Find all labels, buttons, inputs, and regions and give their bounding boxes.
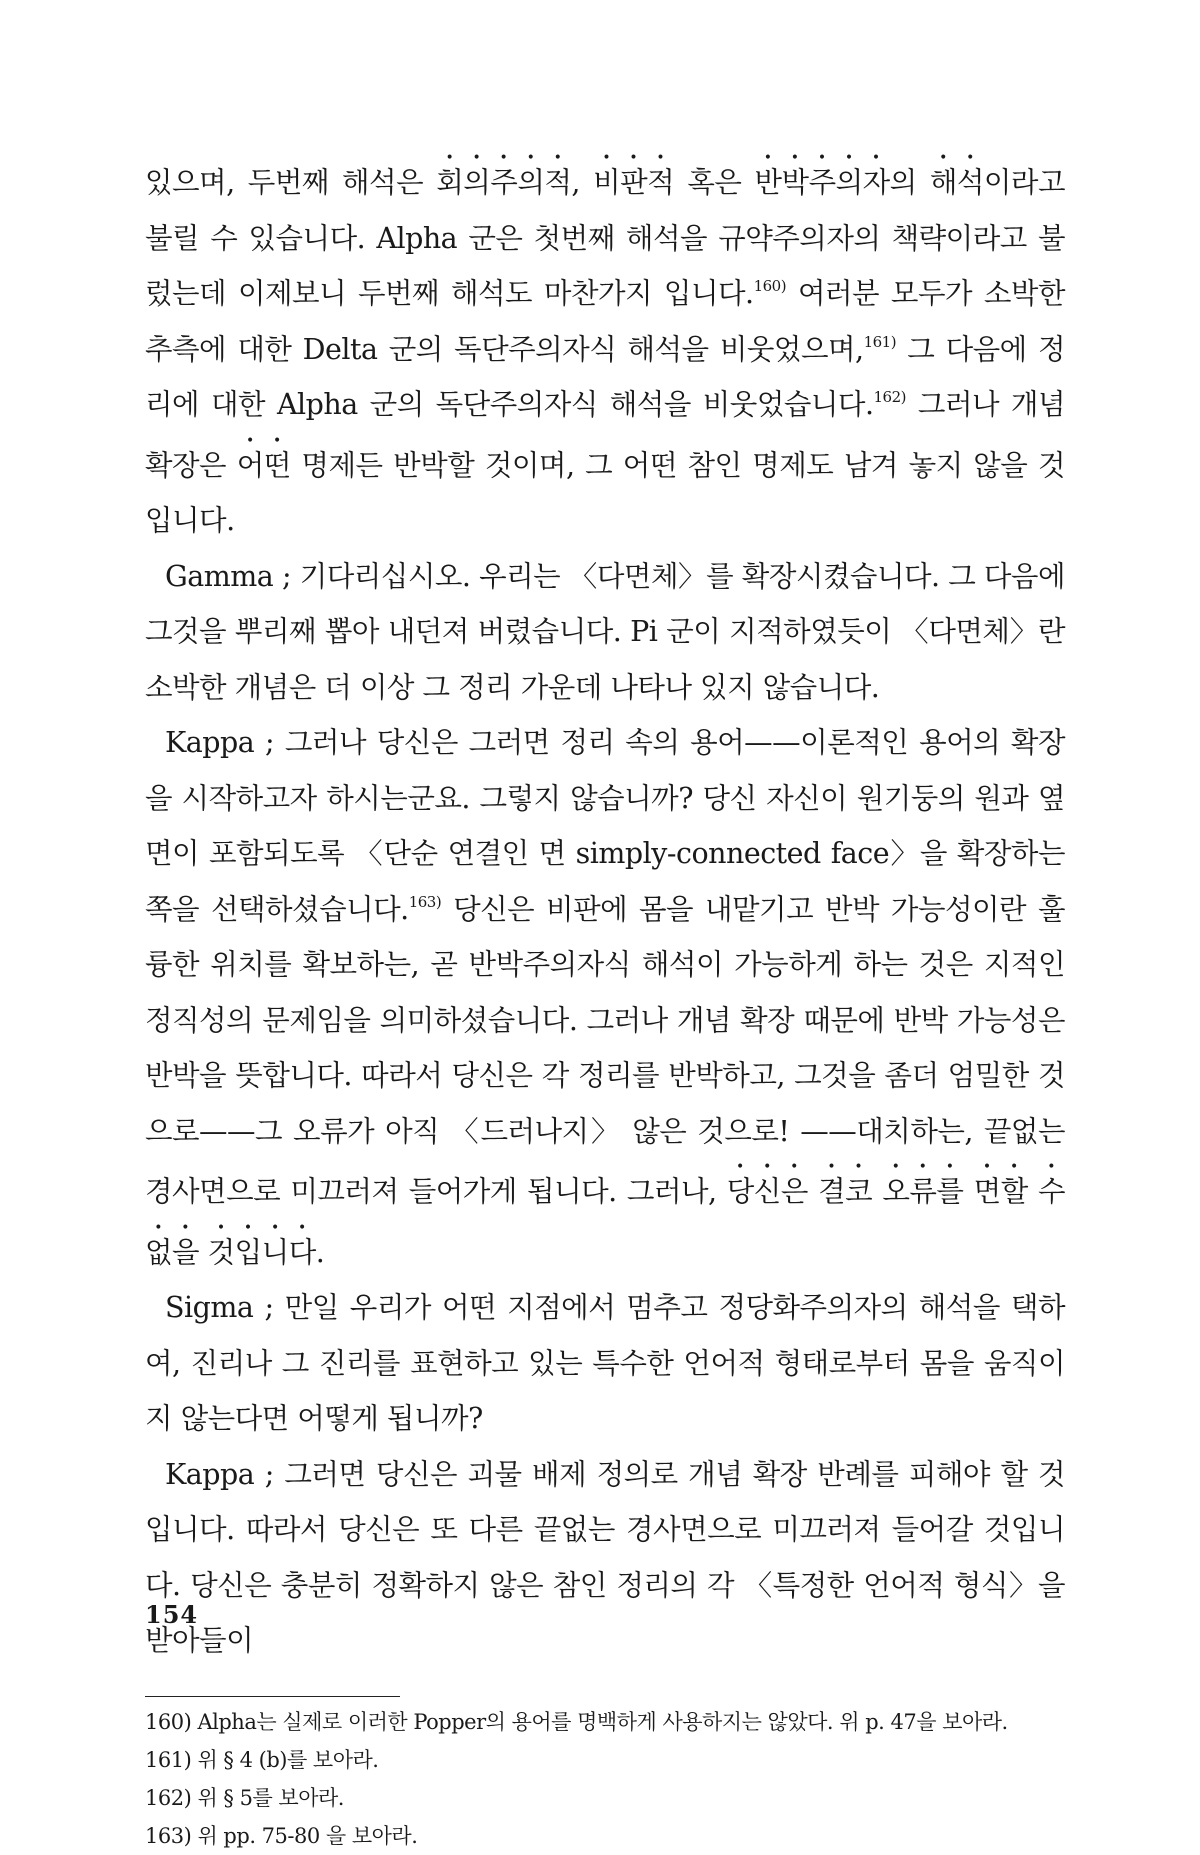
footnote-number: 161) xyxy=(145,1747,192,1772)
emphasized-text: 회의주의적 xyxy=(436,166,572,199)
footnote-number: 160) xyxy=(145,1709,192,1734)
text-run: 명제든 반박할 것이며, 그 어떤 참인 명제도 남겨 놓지 않을 것입니다. xyxy=(145,448,1065,537)
speaker-name: Gamma xyxy=(165,559,274,593)
speaker-name: Kappa xyxy=(165,1457,255,1491)
text-run: . xyxy=(315,1235,325,1269)
footnote-text: 위 pp. 75-80 을 보아라. xyxy=(197,1823,418,1848)
text-run: 있으며, 두번째 해석은 xyxy=(145,166,437,199)
paragraph-kappa-2 xyxy=(145,1447,1065,1669)
footnote-text: 위 § 4 (b)를 보아라. xyxy=(197,1747,379,1772)
paragraph-kappa-1 xyxy=(145,715,1065,1280)
footnote-number: 163) xyxy=(145,1823,192,1848)
text-run: 당신은 비판에 몸을 내맡기고 반박 가능성이란 훌륭한 위치를 확보하는, 곧 반박주의자식 해석이 가능하게 하는 것은 지적인 정직성의 문제임을 의미하셨습니다. 그러나 개념 확장 때문에 반박 가능성은 반박을 뜻합니다. 따라서 당신은 각 정리를 반박하고, 그것을 좀더 엄밀한 것으로——그 오류가 아직 〈드러나지〉 않은 것으로! ——대치하는, 끝없는 경사면으로 미끄러져 들어가게 됩니다. 그러나, xyxy=(145,892,1065,1208)
text-run: ; 그러나 당신은 그러면 정리 속의 용어——이론적인 용어의 확장을 시작하고자 하시는군요. 그렇지 않습니까? 당신 자신이 원기둥의 원과 옆면이 포함되도록 〈단순 연결인 면 simply-connected face〉을 확장하는 쪽을 선택하셨습니다. xyxy=(145,726,1065,926)
footnote-161 xyxy=(145,1741,1065,1779)
text-run: 이라고 불릴 수 있습니다. Alpha 군은 첫번째 해석을 규약주의자의 책략이라고 불렀는데 이제보니 두번째 해석도 마찬가지 입니다. xyxy=(145,166,1065,310)
footnote-text: 위 § 5를 보아라. xyxy=(197,1785,344,1810)
text-run: 여러분 모두가 소박한 추측에 대한 Delta 군의 독단주의자식 해석을 비웃었으며, xyxy=(145,277,1065,366)
footnote-163 xyxy=(145,1817,1065,1855)
footnote-162 xyxy=(145,1779,1065,1817)
text-run: 그러나 개념 확장은 xyxy=(145,388,1065,482)
footnote-ref-160[interactable]: 160) xyxy=(753,277,787,295)
footnote-divider xyxy=(145,1696,400,1697)
text-run: ; 기다리십시오. 우리는 〈다면체〉를 확장시켰습니다. 그 다음에 그것을 뿌리째 뽑아 내던져 버렸습니다. Pi 군이 지적하였듯이 〈다면체〉란 소박한 개념은 더 이상 그 정리 가운데 나타나 있지 않습니다. xyxy=(145,559,1065,704)
emphasized-text: 어떤 xyxy=(236,448,291,482)
footnotes xyxy=(145,1703,1065,1855)
speaker-name: Kappa xyxy=(165,726,255,759)
emphasized-text: 당신은 결코 오류를 면할 수 없을 것입니다 xyxy=(145,1175,1065,1269)
speaker-name: Sigma xyxy=(165,1291,254,1324)
emphasized-text: 해석 xyxy=(929,166,984,199)
paragraph-gamma xyxy=(145,549,1065,716)
footnote-ref-163[interactable]: 163) xyxy=(408,892,442,911)
page-number: 154 xyxy=(145,1600,199,1629)
text-run: ; 그러면 당신은 괴물 배제 정의로 개념 확장 반례를 피해야 할 것입니다. 따라서 당신은 또 다른 끝없는 경사면으로 미끄러져 들어갈 것입니다. 당신은 충분히 정확하지 않은 참인 정리의 각 〈특정한 언어적 형식〉을 받아들이 xyxy=(145,1457,1065,1657)
footnote-text: Alpha는 실제로 이러한 Popper의 용어를 명백하게 사용하지는 않았다. 위 p. 47을 보아라. xyxy=(197,1709,1008,1734)
emphasized-text: 비판적 xyxy=(593,166,675,199)
text-run: , xyxy=(571,166,594,199)
text-run: ; 만일 우리가 어떤 지점에서 멈추고 정당화주의자의 해석을 택하여, 진리나 그 진리를 표현하고 있는 특수한 언어적 형태로부터 몸을 움직이지 않는다면 어떻게 됩니까? xyxy=(145,1291,1065,1435)
footnote-160 xyxy=(145,1703,1065,1741)
emphasized-text: 반박주의자 xyxy=(754,166,890,199)
footnote-number: 162) xyxy=(145,1785,192,1810)
page-body xyxy=(145,150,1065,1855)
paragraph-1 xyxy=(145,150,1065,549)
text-run: 그 다음에 정리에 대한 Alpha 군의 독단주의자식 해석을 비웃었습니다. xyxy=(145,332,1065,421)
footnote-ref-162[interactable]: 162) xyxy=(873,388,906,406)
paragraph-sigma xyxy=(145,1280,1065,1447)
text-run: 혹은 xyxy=(674,166,755,199)
text-run: 의 xyxy=(889,166,930,199)
footnote-ref-161[interactable]: 161) xyxy=(863,332,897,351)
